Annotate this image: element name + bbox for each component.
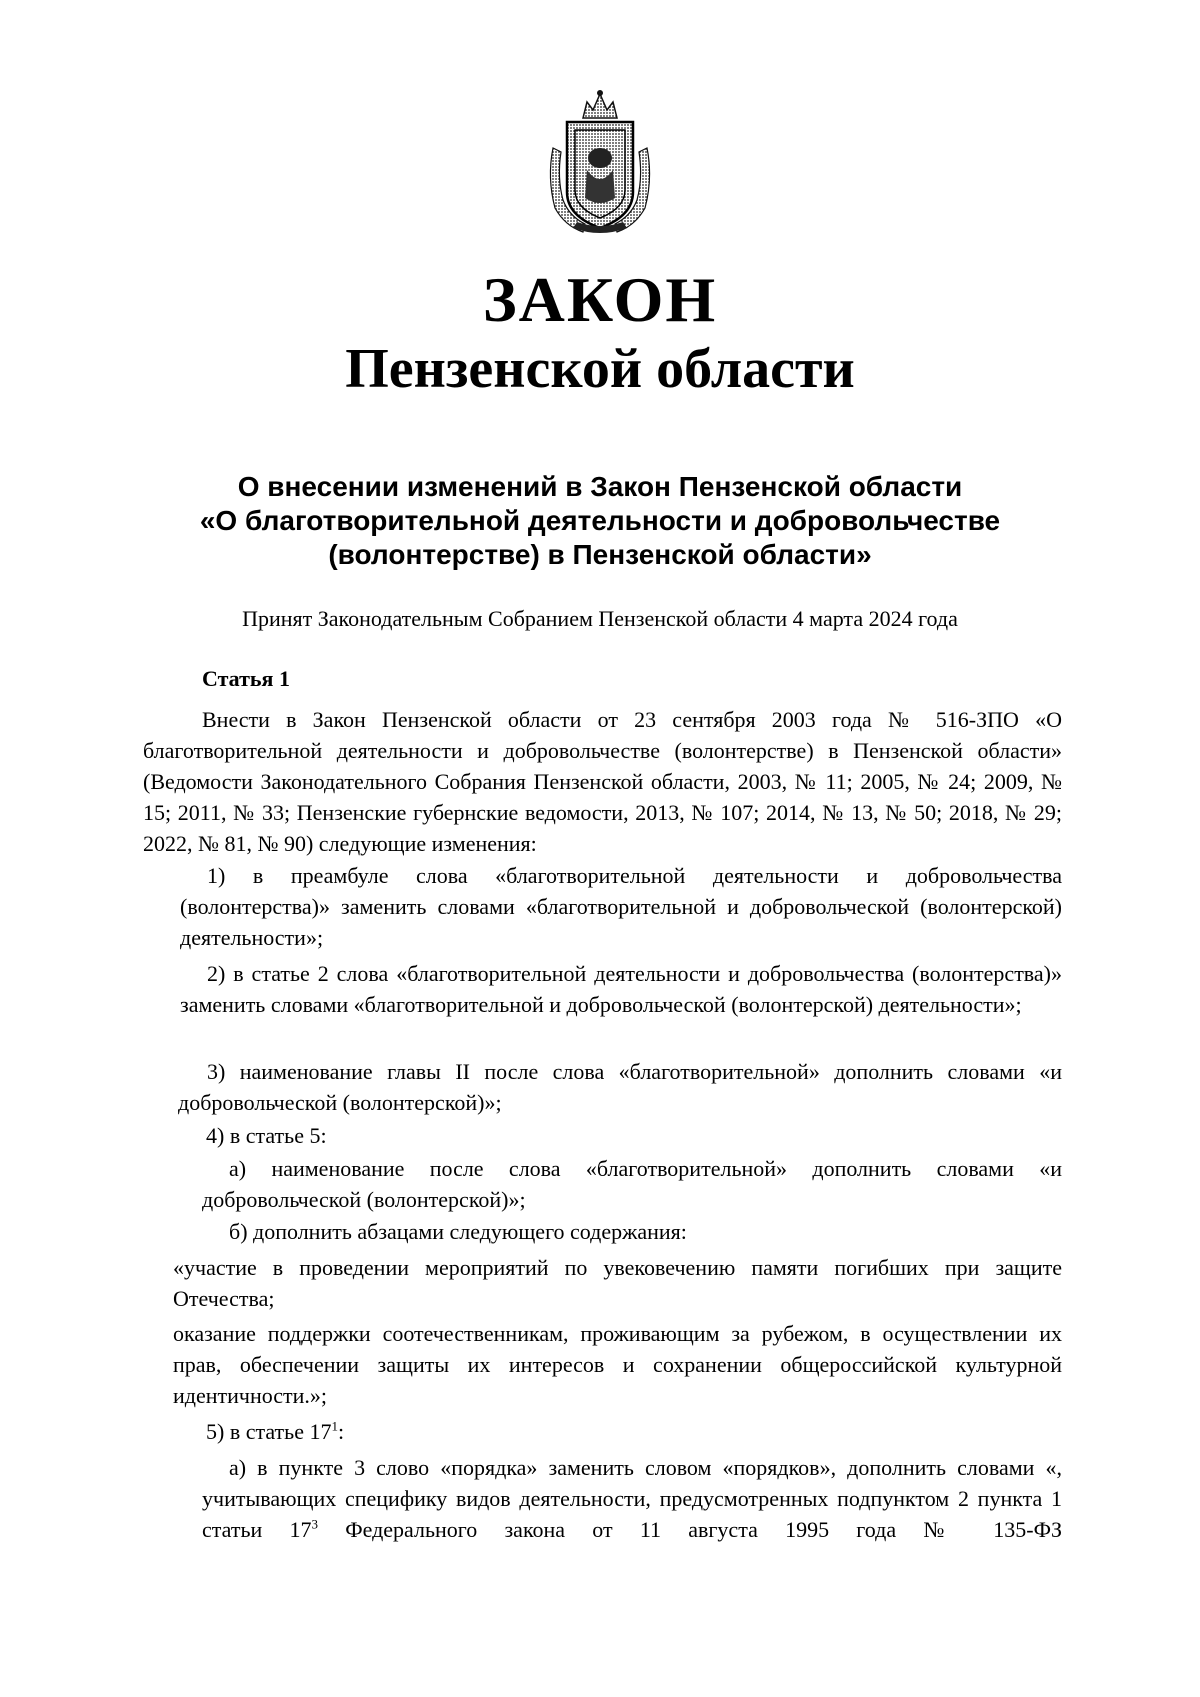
- amendment-item-5a-text-cont: Федерального закона от 11 августа 1995 года № 135-ФЗ: [318, 1517, 1062, 1542]
- amendment-item-5-text: 5) в статье 17: [206, 1419, 332, 1444]
- amendment-item-4b: б) дополнить абзацами следующего содержания:: [229, 1219, 687, 1244]
- added-paragraph-1: «участие в проведении мероприятий по увековечению памяти погибших при защите Отечества;: [173, 1255, 1062, 1311]
- adoption-note: Принят Законодательным Собранием Пензенской области 4 марта 2024 года: [242, 606, 958, 631]
- amendment-item-5: [206, 1416, 1062, 1447]
- law-title: ЗАКОН: [482, 264, 718, 335]
- law-heading-line: (волонтерстве) в Пензенской области»: [328, 539, 872, 570]
- amendment-item-4: 4) в статье 5:: [206, 1123, 327, 1148]
- amendment-item-5a-text: а) в пункте 3 слово «порядка» заменить словом «порядков», дополнить словами «, учитывающих специфику видов деятельности, предусмотренных подпунктом 2 пункта 1 статьи 17: [202, 1455, 1062, 1542]
- article-heading: Статья 1: [202, 666, 290, 691]
- amendment-item-2: 2) в статье 2 слова «благотворительной деятельности и добровольчества (волонтерства)» заменить словами «благотворительной и добровольческой (волонтерской) деятельности»;: [180, 961, 1062, 1017]
- amendment-item-3: 3) наименование главы II после слова «благотворительной» дополнить словами «и добровольческой (волонтерской)»;: [178, 1059, 1062, 1115]
- coat-of-arms-emblem: [543, 88, 657, 238]
- law-region: Пензенской области: [345, 338, 855, 400]
- law-heading: [0, 470, 1200, 572]
- law-heading-line: «О благотворительной деятельности и добровольчестве: [199, 505, 1001, 536]
- superscript: 3: [311, 1516, 318, 1532]
- amendment-item-4a: а) наименование после слова «благотворительной» дополнить словами «и добровольческой (волонтерской)»;: [202, 1156, 1062, 1212]
- amendment-item-1: 1) в преамбуле слова «благотворительной деятельности и добровольчества (волонтерства)» заменить словами «благотворительной и добровольческой (волонтерской) деятельности»;: [180, 863, 1062, 950]
- intro-paragraph: Внести в Закон Пензенской области от 23 сентября 2003 года № 516-ЗПО «О благотворительной деятельности и добровольчестве (волонтерстве) в Пензенской области» (Ведомости Законодательного Собрания Пензенской области, 2003, № 11; 2005, № 24; 2009, № 15; 2011, № 33; Пензенские губернские ведомости, 2013, № 107; 2014, № 13, № 50; 2018, № 29; 2022, № 81, № 90) следующие изменения:: [143, 707, 1062, 856]
- amendment-item-5a: [202, 1452, 1062, 1545]
- amendment-item-5-colon: :: [337, 1419, 345, 1444]
- law-heading-line: О внесении изменений в Закон Пензенской области: [237, 471, 963, 502]
- superscript: 1: [331, 1418, 338, 1434]
- added-paragraph-2: оказание поддержки соотечественникам, проживающим за рубежом, в осуществлении их прав, обеспечении защиты их интересов и сохранении общероссийской культурной идентичности.»;: [173, 1321, 1062, 1408]
